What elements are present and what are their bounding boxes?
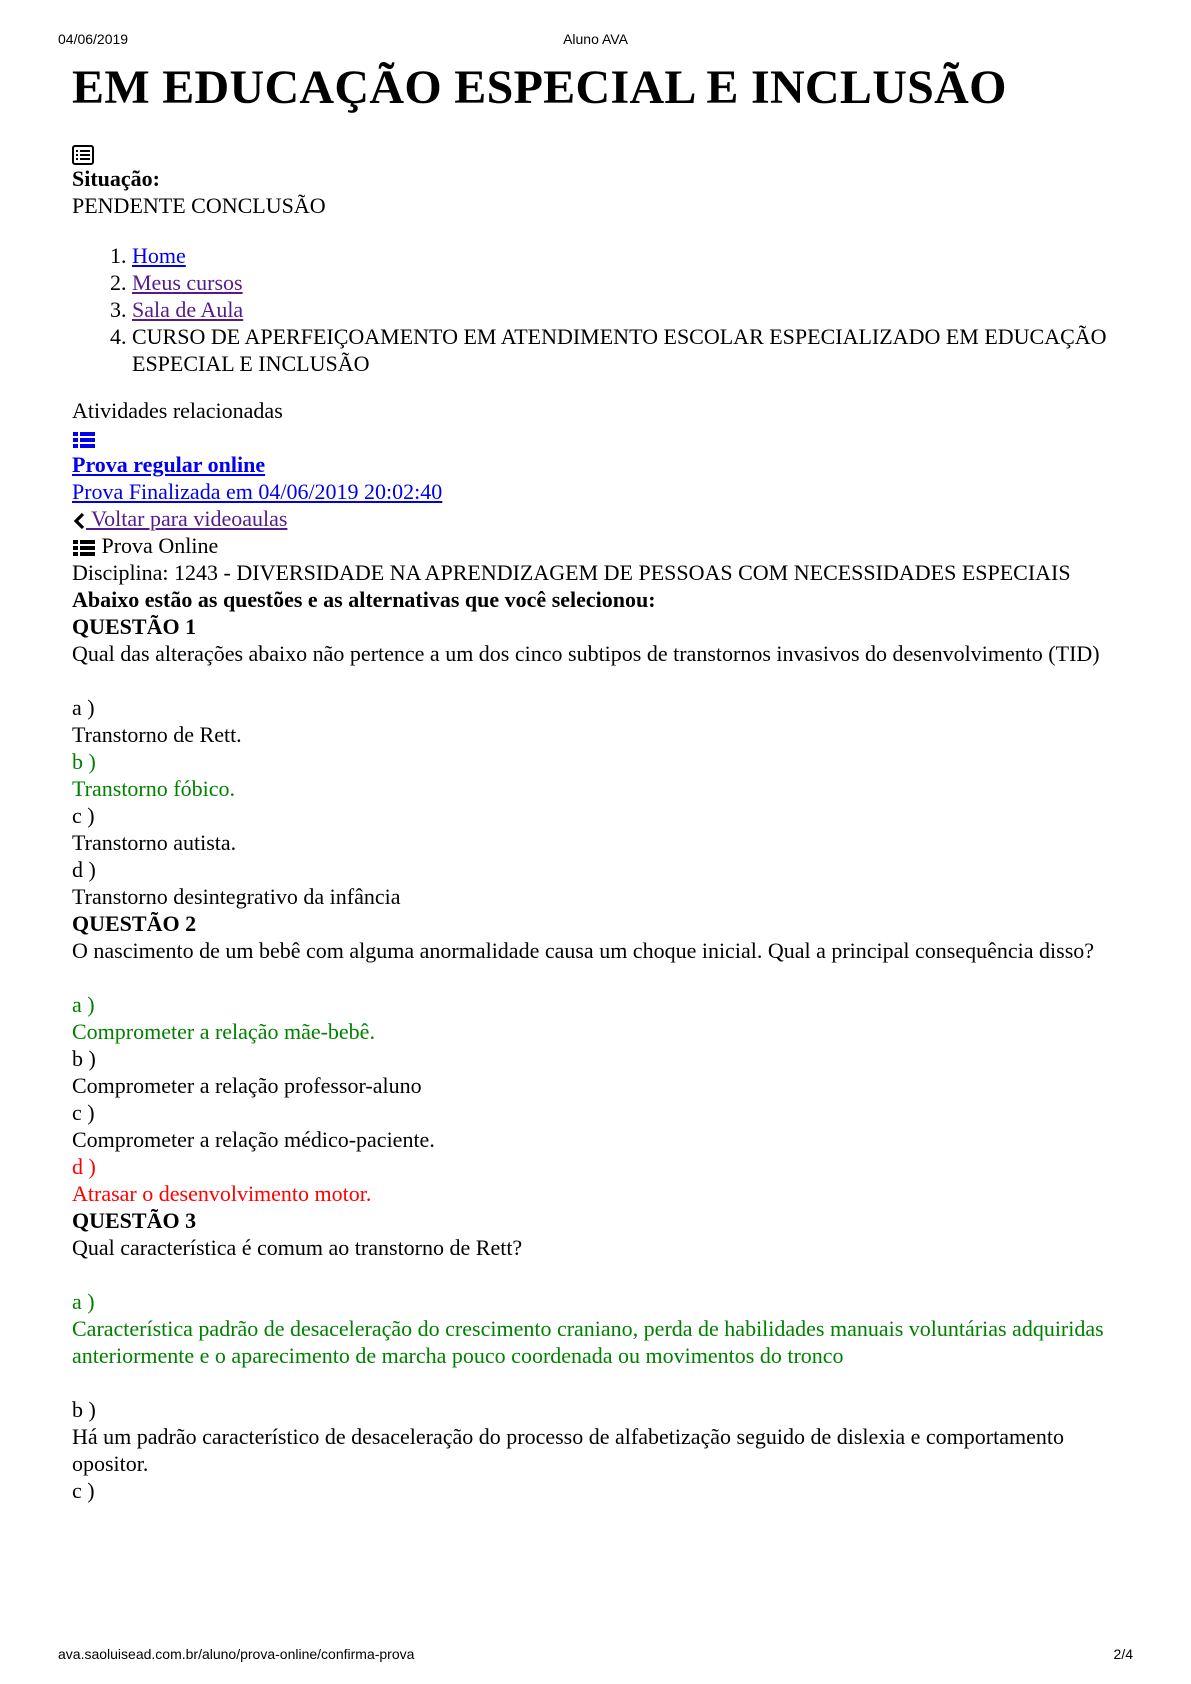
option-letter: c ) xyxy=(72,1100,95,1125)
option-letter-wrong: d ) xyxy=(72,1154,96,1179)
back-to-videos-link[interactable] xyxy=(72,506,287,531)
option-letter-correct: a ) xyxy=(72,1289,95,1314)
question xyxy=(72,1207,1132,1504)
exam-header xyxy=(72,532,1132,559)
exam-intro: Abaixo estão as questões e as alternativas que você selecionou: xyxy=(72,587,656,612)
list-box-icon xyxy=(72,145,94,165)
option-text-correct: Transtorno fóbico. xyxy=(72,776,235,801)
exam-page xyxy=(72,58,1132,1504)
option-letter: b ) xyxy=(72,1397,96,1422)
print-date: 04/06/2019 xyxy=(58,31,129,47)
option-letter: b ) xyxy=(72,1046,96,1071)
back-to-videos-label: Voltar para videoaulas xyxy=(86,506,288,531)
course-title: EM EDUCAÇÃO ESPECIAL E INCLUSÃO xyxy=(72,61,1007,114)
option-text: Há um padrão característico de desaceleração do processo de alfabetização seguido de dislexia e comportamento opositor. xyxy=(72,1424,1064,1476)
related-heading: Atividades relacionadas xyxy=(72,398,283,423)
breadcrumb-item-home xyxy=(132,242,1132,269)
option-letter-correct: a ) xyxy=(72,992,95,1017)
breadcrumb-item-classroom xyxy=(132,296,1132,323)
chevron-left-icon xyxy=(72,512,86,530)
question-text: O nascimento de um bebê com alguma anormalidade causa um choque inicial. Qual a principal consequência disso? xyxy=(72,938,1095,963)
activity-link-prova-regular[interactable]: Prova regular online xyxy=(72,452,266,477)
option-letter: a ) xyxy=(72,695,95,720)
option-letter: c ) xyxy=(72,803,95,828)
list-icon xyxy=(72,430,96,450)
status-section xyxy=(72,118,1132,219)
question-title: QUESTÃO 2 xyxy=(72,911,197,936)
exam-section xyxy=(72,532,1132,1504)
question xyxy=(72,613,1132,910)
option-text: Comprometer a relação médico-paciente. xyxy=(72,1127,435,1152)
option-text: Transtorno desintegrativo da infância xyxy=(72,884,401,909)
breadcrumb-item-my-courses xyxy=(132,269,1132,296)
option-text-correct: Característica padrão de desaceleração do crescimento craniano, perda de habilidades manuais voluntárias adquiridas anteriormente e o aparecimento de marcha pouco coordenada ou movimentos do tronco xyxy=(72,1316,1104,1368)
option-text-wrong: Atrasar o desenvolvimento motor. xyxy=(72,1181,372,1206)
option-letter-correct: b ) xyxy=(72,749,96,774)
print-page-number: 2/4 xyxy=(1113,1646,1133,1662)
related-activities xyxy=(72,397,1132,532)
question xyxy=(72,910,1132,1207)
print-footer xyxy=(58,1646,1133,1666)
status-value: PENDENTE CONCLUSÃO xyxy=(72,193,326,218)
option-letter: c ) xyxy=(72,1478,95,1503)
question-text: Qual das alterações abaixo não pertence a um dos cinco subtipos de transtornos invasivos do desenvolvimento (TID) xyxy=(72,641,1100,666)
breadcrumb-item-course: 4. CURSO DE APERFEIÇOAMENTO EM ATENDIMENTO ESCOLAR ESPECIALIZADO EM EDUCAÇÃO ESPECIAL E INCLUSÃO xyxy=(132,323,1132,377)
option-text-correct: Comprometer a relação mãe-bebê. xyxy=(72,1019,375,1044)
print-header xyxy=(58,31,1133,51)
option-text: Transtorno de Rett. xyxy=(72,722,242,747)
prova-finalizada-link[interactable]: Prova Finalizada em 04/06/2019 20:02:40 xyxy=(72,479,443,504)
exam-title: Prova Online xyxy=(101,533,219,558)
option-text: Comprometer a relação professor-aluno xyxy=(72,1073,422,1098)
list-icon xyxy=(72,538,96,558)
question-title: QUESTÃO 3 xyxy=(72,1208,197,1233)
print-url: ava.saoluisead.com.br/aluno/prova-online/confirma-prova xyxy=(58,1646,415,1662)
option-text: Transtorno autista. xyxy=(72,830,237,855)
question-title: QUESTÃO 1 xyxy=(72,614,197,639)
option-letter: d ) xyxy=(72,857,96,882)
breadcrumb-link-classroom[interactable]: Sala de Aula xyxy=(132,297,244,322)
exam-discipline: Disciplina: 1243 - DIVERSIDADE NA APRENDIZAGEM DE PESSOAS COM NECESSIDADES ESPECIAIS xyxy=(72,560,1071,585)
breadcrumb xyxy=(72,242,1132,377)
breadcrumb-link-home[interactable]: Home xyxy=(132,243,186,268)
question-text: Qual característica é comum ao transtorno de Rett? xyxy=(72,1235,523,1260)
breadcrumb-link-my-courses[interactable]: Meus cursos xyxy=(132,270,243,295)
status-label: Situação: xyxy=(72,166,160,191)
print-page-title: Aluno AVA xyxy=(563,31,628,47)
